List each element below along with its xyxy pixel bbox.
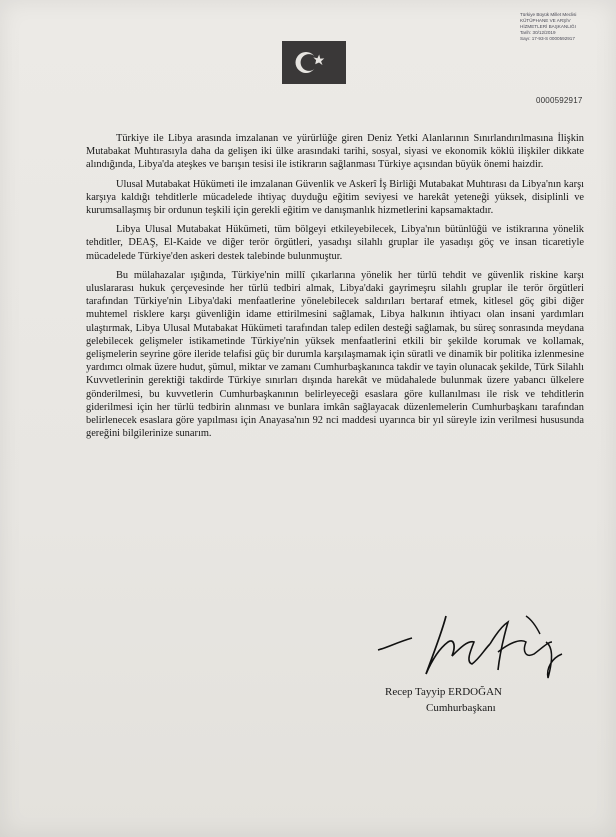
signer-name: Recep Tayyip ERDOĞAN (385, 686, 502, 698)
archive-stamp (520, 12, 612, 42)
stamp-line: KÜTÜPHANE VE ARŞİV (520, 18, 571, 23)
letter-body (86, 132, 584, 444)
signer-title: Cumhurbaşkanı (426, 702, 496, 714)
stamp-line: Sayı: 17-93-S 0000592917 (520, 36, 575, 41)
handwritten-signature (376, 612, 596, 682)
turkish-flag-icon (282, 41, 346, 84)
paragraph: Bu mülahazalar ışığında, Türkiye'nin millî çıkarlarına yönelik her türlü tehdit ve güvenlik riskine karşı uluslararası hukuk çerçevesinde her türlü tedbiri almak, Libya'daki gayrimeşru silahlı gruplar ile terör örgütleri tarafından Türkiye'nin Libya'daki menfaatlerine yönelebilecek saldırıları bertaraf etmek, kitlesel göç gibi diğer muhtemel risklere karşı güvenliğin idame ettirilmesini sağlamak, Libya halkının ihtiyacı olan insani yardımları ulaştırmak, Libya Ulusal Mutabakat Hükümeti tarafından talep edilen desteği sağlamak, bu süreç sonrasında meydana gelebilecek gelişmeler istikametinde Türkiye'nin yüksek menfaatlerini etkili bir şekilde korumak ve kollamak, gelişmelerin seyrine göre ileride telafisi güç bir durumla karşılaşmamak için süratli ve dinamik bir politika izlenmesine yardımcı olmak üzere hudut, şümul, miktar ve zamanı Cumhurbaşkanınca takdir ve tayin olunacak şekilde, Türk Silahlı Kuvvetlerinin gerektiği takdirde Türkiye sınırları dışında harekât ve müdahalede bulunmak üzere yabancı ülkelere gönderilmesi, bu kuvvetlerin Cumhurbaşkanının belirleyeceği esaslara göre kullanılması ile risk ve tehditlerin giderilmesi için her türlü tedbirin alınması ve bunlara imkân sağlayacak düzenlemelerin Cumhurbaşkanı tarafından belirlenecek esaslara göre yapılması için Anayasa'nın 92 nci maddesi uyarınca bir yıl süreyle izin verilmesi hususunda gereğini bilgilerinize sunarım. (86, 269, 584, 440)
stamp-line: Tarih: 30/12/2019 (520, 30, 556, 35)
paragraph: Ulusal Mutabakat Hükümeti ile imzalanan Güvenlik ve Askerî İş Birliği Mutabakat Muhtırası da Libya'nın karşı karşıya kaldığı tehditlerle mücadelede ihtiyaç duyduğu eğitim seviyesi ve harekât yeteneği yüksek, disiplinli ve kurumsallaşmış bir ordunun teşkili için gerekli eğitim ve danışmanlık hizmetlerini kapsamaktadır. (86, 178, 584, 217)
document-number: 0000592917 (536, 96, 583, 105)
paragraph: Türkiye ile Libya arasında imzalanan ve yürürlüğe giren Deniz Yetki Alanlarının Sınırlandırılmasına İlişkin Mutabakat Muhtırasıyla daha da gelişen iki ülke arasındaki tarihi, sosyal, siyasi ve ekonomik köklü ilişkiler dikkate alındığında, Libya'da ateşkes ve barışın tesisi ile istikrarın sağlanması Türkiye açısından büyük önemi haizdir. (86, 133, 584, 171)
paragraph: Libya Ulusal Mutabakat Hükümeti, tüm bölgeyi etkileyebilecek, Libya'nın bütünlüğü ve istikrarına yönelik tehditler, DEAŞ, El-Kaide ve diğer terör örgütleri, yasadışı silahlı gruplar ile yasadışı göç ve insan ticaretiyle mücadelede Türkiye'den askeri destek talebinde bulunmuştur. (86, 224, 584, 262)
stamp-line: HİZMETLERİ BAŞKANLIĞI (520, 24, 576, 29)
stamp-line: Türkiye Büyük Millet Meclisi (520, 12, 577, 17)
